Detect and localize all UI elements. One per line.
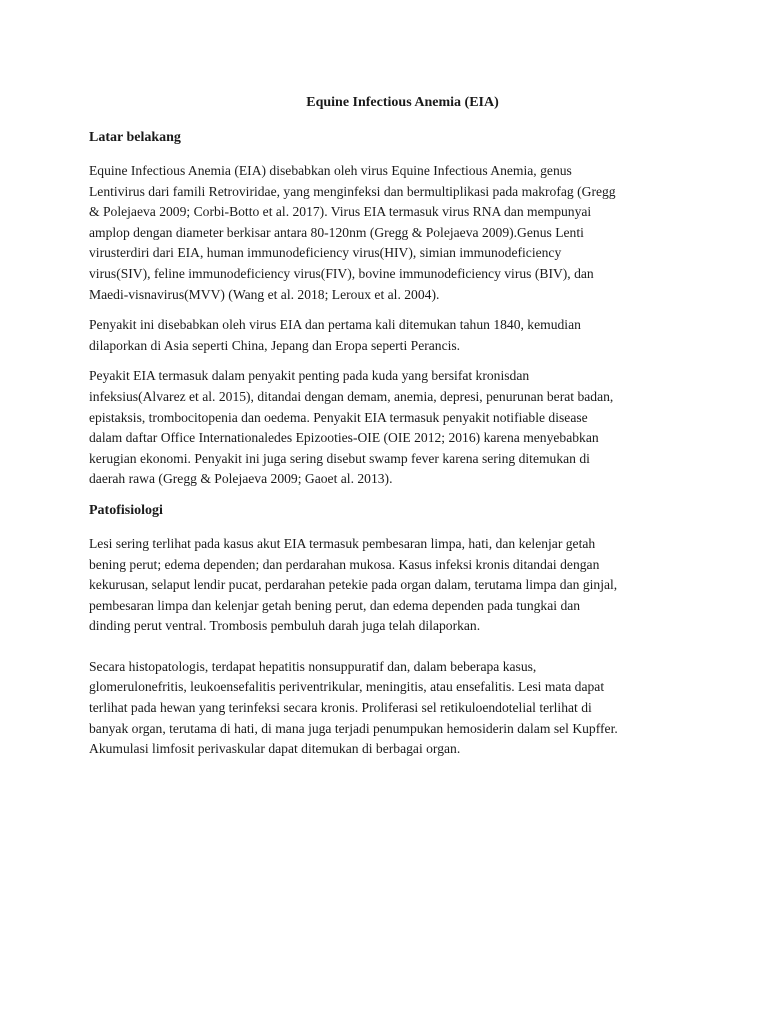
paragraph-eia-clinical: Peyakit EIA termasuk dalam penyakit penting pada kuda yang bersifat kronisdan infeksius(Alvarez et al. 2015), ditandai dengan demam, anemia, depresi, penurunan berat badan, epistaksis, trombocitopenia dan oedema. Penyakit EIA termasuk penyakit notifiable disease dalam daftar Office Internationaledes Epizooties-OIE (OIE 2012; 2016) karena menyebabkan kerugian ekonomi. Penyakit ini juga sering disebut swamp fever karena sering ditemukan di daerah rawa (Gregg & Polejaeva 2009; Gaoet al. 2013).	[89, 368, 614, 487]
paragraph-histopathology: Secara histopatologis, terdapat hepatitis nonsuppuratif dan, dalam beberapa kasus, glomerulonefritis, leukoensefalitis periventrikular, meningitis, atau ensefalitis. Lesi mata dapat terlihat pada hewan yang terinfeksi secara kronis. Proliferasi sel retikuloendotelial terlihat di banyak organ, terutama di hati, di mana juga terjadi penumpukan hemosiderin dalam sel Kupffer. Akumulasi limfosit perivaskular dapat ditemukan di berbagai organ.	[89, 658, 618, 757]
paragraph-eia-history: Penyakit ini disebabkan oleh virus EIA dan pertama kali ditemukan tahun 1840, kemudian dilaporkan di Asia seperti China, Jepang dan Eropa seperti Perancis.	[89, 317, 581, 353]
section-heading-latar-belakang: Latar belakang	[89, 130, 181, 145]
section-heading-patofisiologi: Patofisiologi	[89, 502, 163, 518]
paragraph-lesions: Lesi sering terlihat pada kasus akut EIA termasuk pembesaran limpa, hati, dan kelenjar getah bening perut; edema dependen; dan perdarahan mukosa. Kasus infeksi kronis ditandai dengan kekurusan, selaput lendir pucat, perdarahan petekie pada organ dalam, terutama limpa dan ginjal, pembesaran limpa dan kelenjar getah bening perut, dan edema dependen pada tungkai dan dinding perut ventral. Trombosis pembuluh darah juga telah dilaporkan.	[89, 535, 618, 634]
document-title: Equine Infectious Anemia (EIA)	[306, 95, 499, 110]
paragraph-eia-etiology: Equine Infectious Anemia (EIA) disebabkan oleh virus Equine Infectious Anemia, genus Lentivirus dari famili Retroviridae, yang menginfeksi dan bermultiplikasi pada makrofag (Gregg & Polejaeva 2009; Corbi-Botto et al. 2017). Virus EIA termasuk virus RNA dan mempunyai amplop dengan diameter berkisar antara 80-120nm (Gregg & Polejaeva 2009).Genus Lenti virusterdiri dari EIA, human immunodeficiency virus(HIV), simian immunodeficiency virus(SIV), feline immunodeficiency virus(FIV), bovine immunodeficiency virus (BIV), dan Maedi-visnavirus(MVV) (Wang et al. 2018; Leroux et al. 2004).	[89, 163, 616, 302]
